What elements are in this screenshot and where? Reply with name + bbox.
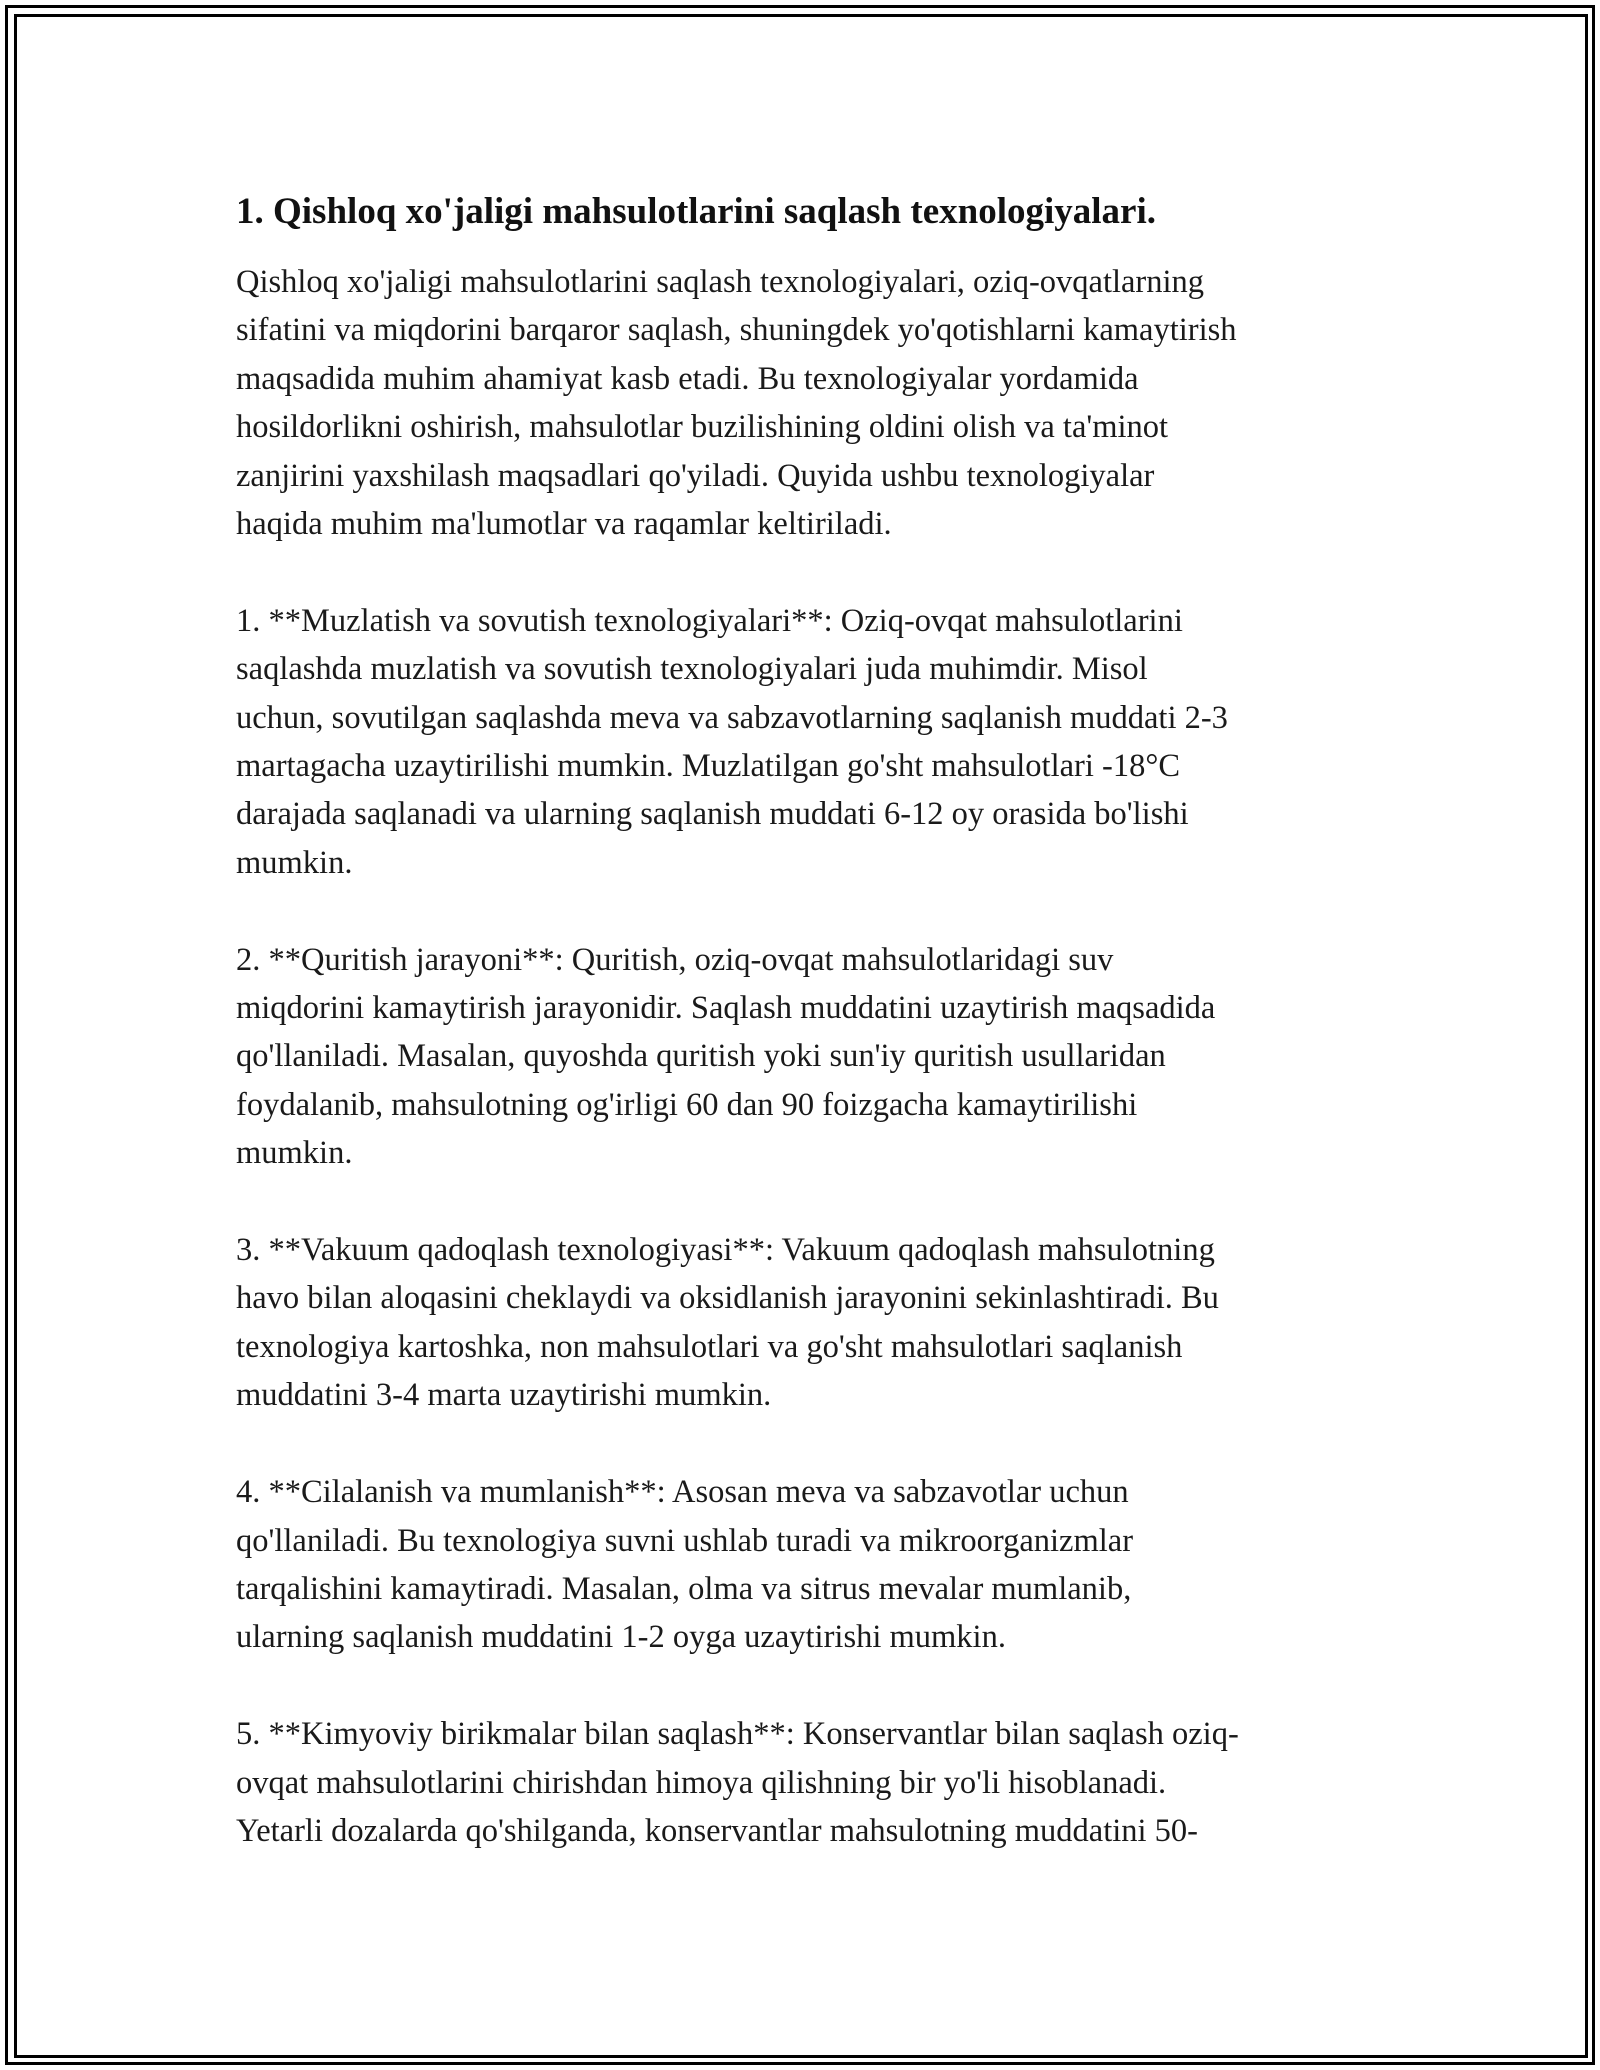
paragraph-spacer (236, 1662, 1376, 1710)
document-title: 1. Qishloq xo'jaligi mahsulotlarini saqlash texnologiyalari. (236, 191, 1156, 232)
paragraph-spacer (236, 887, 1376, 935)
paragraph-spacer (236, 1178, 1376, 1226)
paragraph-spacer (236, 1420, 1376, 1468)
list-item-chemical-preservation: 5. **Kimyoviy birikmalar bilan saqlash**: Konservantlar bilan saqlash oziq- ovqat mahsulotlarini chirishdan himoya qilishning bir yo'li hisoblanadi. Yetarli dozalarda qo'shilganda, konservantlar mahsulotning muddatini 50- (236, 1716, 1239, 1849)
list-item-freezing: 1. **Muzlatish va sovutish texnologiyalari**: Oziq-ovqat mahsulotlarini saqlashda muzlatish va sovutish texnologiyalari juda muhimdir. Misol uchun, sovutilgan saqlashda meva va sabzavotlarning saqlanish muddati 2-3 martagacha uzaytirilishi mumkin. Muzlatilgan go'sht mahsulotlari -18°C darajada saqlanadi va ularning saqlanish muddati 6-12 oy orasida bo'lishi mumkin. (236, 602, 1228, 881)
list-item-vacuum-packing: 3. **Vakuum qadoqlash texnologiyasi**: Vakuum qadoqlash mahsulotning havo bilan aloqasini cheklaydi va oksidlanish jarayonini sekinlashtiradi. Bu texnologiya kartoshka, non mahsulotlari va go'sht mahsulotlari saqlanish muddatini 3-4 marta uzaytirishi mumkin. (236, 1232, 1219, 1414)
paragraph-spacer (236, 548, 1376, 596)
list-item-drying: 2. **Quritish jarayoni**: Quritish, oziq-ovqat mahsulotlaridagi suv miqdorini kamaytirish jarayonidir. Saqlash muddatini uzaytirish maqsadida qo'llaniladi. Masalan, quyoshda quritish yoki sun'iy quritish usullaridan foydalanib, mahsulotning og'irligi 60 dan 90 foizgacha kamaytirilishi mumkin. (236, 941, 1216, 1172)
document-body (236, 188, 1376, 1855)
intro-paragraph: Qishloq xo'jaligi mahsulotlarini saqlash texnologiyalari, oziq-ovqatlarning sifatini va miqdorini barqaror saqlash, shuningdek yo'qotishlarni kamaytirish maqsadida muhim ahamiyat kasb etadi. Bu texnologiyalar yordamida hosildorlikni oshirish, mahsulotlar buzilishining oldini olish va ta'minot zanjirini yaxshilash maqsadlari qo'yiladi. Quyida ushbu texnologiyalar haqida muhim ma'lumotlar va raqamlar keltiriladi. (236, 264, 1237, 543)
list-item-waxing: 4. **Cilalanish va mumlanish**: Asosan meva va sabzavotlar uchun qo'llaniladi. Bu texnologiya suvni ushlab turadi va mikroorganizmlar tarqalishini kamaytiradi. Masalan, olma va sitrus mevalar mumlanib, ularning saqlanish muddatini 1-2 oyga uzaytirishi mumkin. (236, 1474, 1134, 1656)
